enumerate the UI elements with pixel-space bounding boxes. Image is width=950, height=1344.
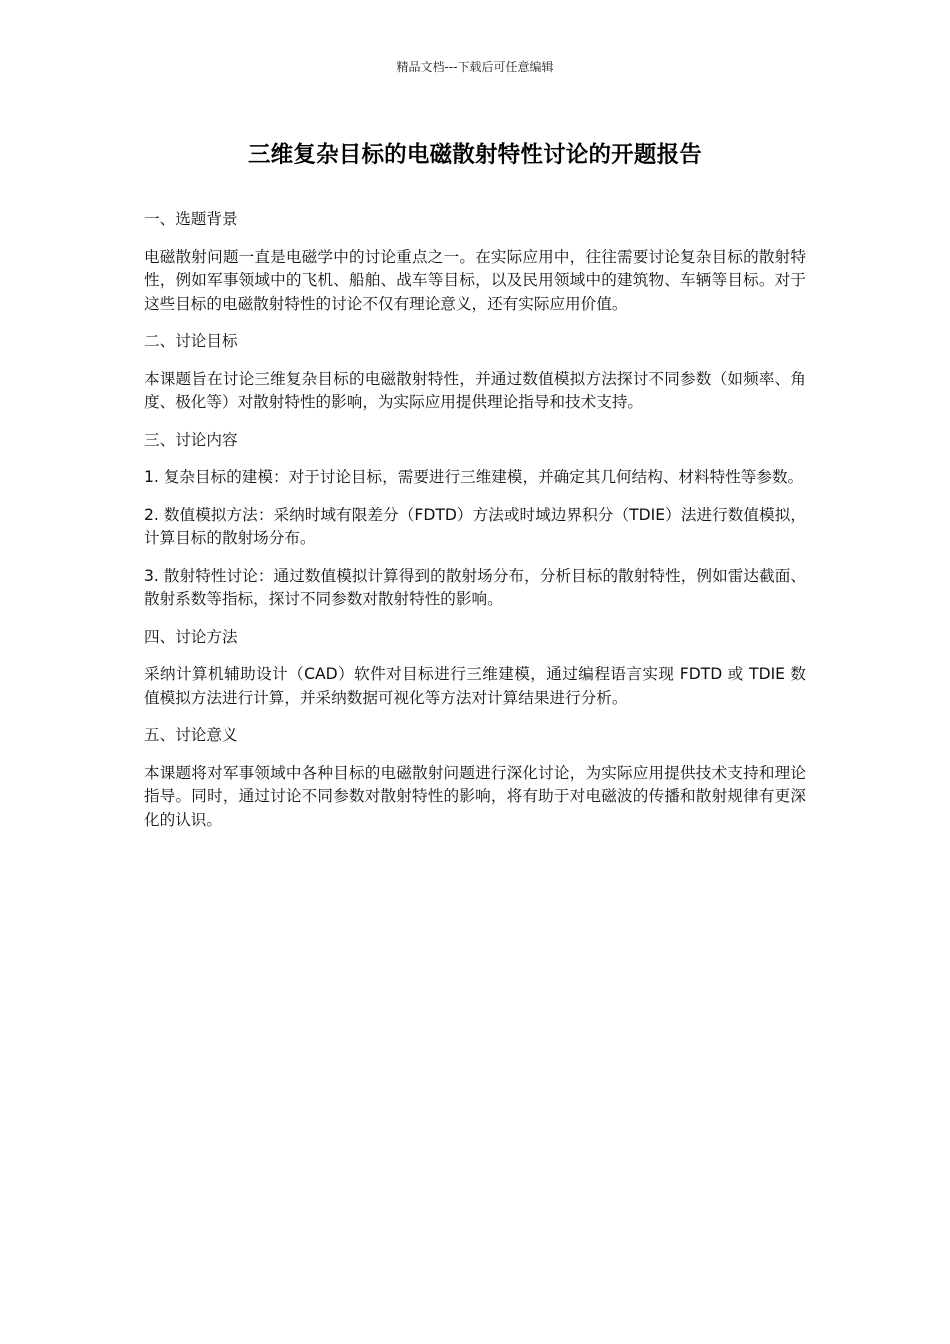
section-heading-significance: 五、讨论意义	[144, 726, 238, 744]
paragraph-significance: 本课题将对军事领域中各种目标的电磁散射问题进行深化讨论，为实际应用提供技术支持和理论指导。同时，通过讨论不同参数对散射特性的影响，将有助于对电磁波的传播和散射规律有更深化的认识。	[144, 763, 806, 829]
paragraph-objectives: 本课题旨在讨论三维复杂目标的电磁散射特性，并通过数值模拟方法探讨不同参数（如频率、角度、极化等）对散射特性的影响，为实际应用提供理论指导和技术支持。	[144, 369, 806, 411]
document-title: 三维复杂目标的电磁散射特性讨论的开题报告	[247, 142, 702, 168]
section-heading-background: 一、选题背景	[144, 210, 238, 228]
section-heading-content: 三、讨论内容	[144, 430, 238, 449]
section-heading-methods: 四、讨论方法	[144, 627, 238, 646]
paragraph-methods: 采纳计算机辅助设计（CAD）软件对目标进行三维建模，通过编程语言实现 FDTD 或 TDIE 数值模拟方法进行计算，并采纳数据可视化等方法对计算结果进行分析。	[144, 665, 806, 707]
list-item-scattering-analysis: 3. 散射特性讨论：通过数值模拟计算得到的散射场分布，分析目标的散射特性，例如雷达截面、散射系数等指标，探讨不同参数对散射特性的影响。	[144, 566, 806, 608]
list-item-modeling: 1. 复杂目标的建模：对于讨论目标，需要进行三维建模，并确定其几何结构、材料特性等参数。	[144, 468, 804, 486]
document-body	[144, 208, 806, 846]
section-heading-objectives: 二、讨论目标	[144, 332, 238, 350]
header-note: 精品文档---下载后可任意编辑	[396, 60, 554, 74]
list-item-numerical-method: 2. 数值模拟方法：采纳时域有限差分（FDTD）方法或时域边界积分（TDIE）法进行数值模拟，计算目标的散射场分布。	[144, 505, 806, 547]
paragraph-background: 电磁散射问题一直是电磁学中的讨论重点之一。在实际应用中，往往需要讨论复杂目标的散射特性，例如军事领域中的飞机、船舶、战车等目标，以及民用领域中的建筑物、车辆等目标。对于这些目标的电磁散射特性的讨论不仅有理论意义，还有实际应用价值。	[144, 247, 806, 313]
